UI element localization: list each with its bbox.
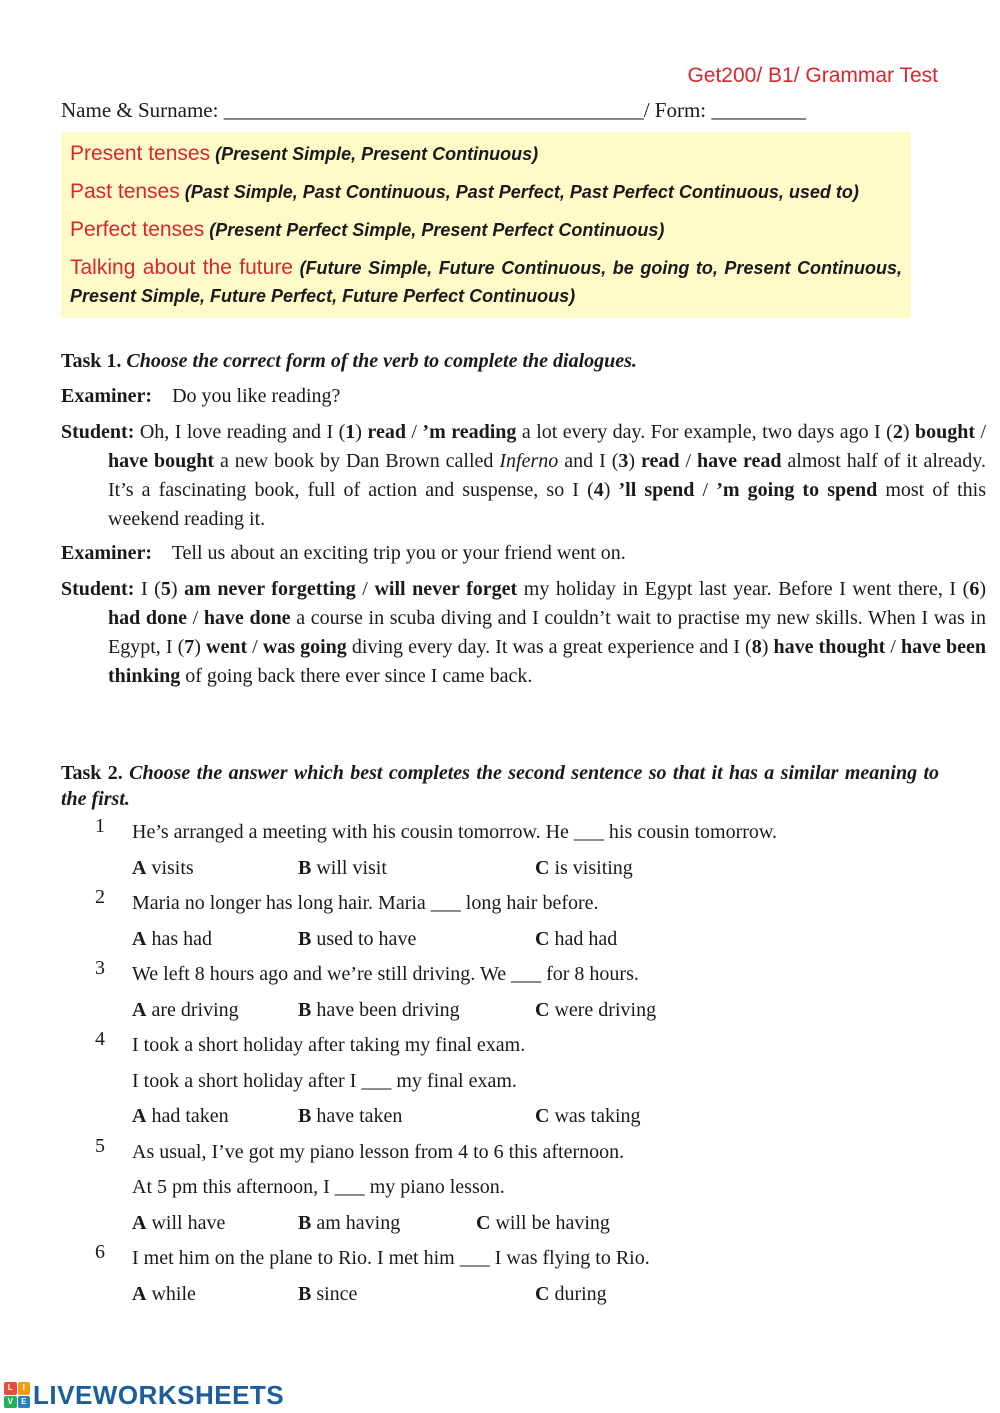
option-separator: /: [405, 421, 423, 443]
student-label: Student:: [61, 421, 135, 443]
question-sentence: I met him on the plane to Rio. I met him ___ I was flying to Rio.: [132, 1247, 650, 1269]
verb-option[interactable]: ’m going to spend: [716, 479, 878, 501]
option-c[interactable]: C is visiting: [535, 856, 633, 879]
answer-text: a new book by Dan Brown called: [214, 450, 500, 472]
task1-label: Task 1.: [61, 350, 122, 372]
answer-text: almost half of it already. It’s a fascinating book, full of action and suspense, so I (: [108, 450, 987, 501]
question-item: [61, 957, 939, 1028]
header-title: Get200/ B1/ Grammar Test: [687, 64, 938, 87]
logo-text: LIVEWORKSHEETS: [33, 1379, 285, 1410]
option-c[interactable]: C were driving: [535, 998, 657, 1021]
examiner-line-2: [61, 539, 939, 568]
gap-number: 5: [160, 578, 171, 600]
answer-text: diving every day. It was a great experience and I (: [346, 636, 752, 658]
question-sentence: I took a short holiday after taking my final exam.: [132, 1034, 526, 1056]
option-b[interactable]: B am having: [298, 1211, 401, 1234]
option-b[interactable]: B have been driving: [298, 998, 460, 1021]
verb-option[interactable]: went: [206, 636, 248, 658]
answer-text: my holiday in Egypt last year. Before I went there, I (: [517, 578, 970, 600]
task2-heading: [61, 760, 939, 812]
option-a[interactable]: A has had: [132, 927, 212, 950]
verb-option[interactable]: have thought: [773, 636, 886, 658]
verb-option[interactable]: was going: [262, 636, 347, 658]
verb-option[interactable]: have bought: [108, 450, 214, 472]
answer-text: Oh, I love reading and I (: [139, 421, 346, 443]
examiner-label: Examiner:: [61, 385, 153, 407]
verb-option[interactable]: had done: [108, 607, 187, 629]
verb-option[interactable]: am never forgetting: [184, 578, 356, 600]
examiner-line-1: [61, 382, 939, 411]
tense-desc: (Past Simple, Past Continuous, Past Perfect, Past Perfect Continuous, used to): [184, 182, 859, 202]
tense-desc: (Present Simple, Present Continuous): [215, 144, 539, 164]
gap-number: 8: [751, 636, 762, 658]
option-a[interactable]: A visits: [132, 856, 194, 879]
answer-options: [61, 1099, 939, 1135]
name-form-line: Name & Surname: ________________________________________/ Form: _________: [61, 98, 806, 122]
examiner-label: Examiner:: [61, 542, 153, 564]
option-a[interactable]: A had taken: [132, 1105, 229, 1127]
task2-instruction: Choose the answer which best completes the second sentence so that it has a similar meaning to the first.: [61, 762, 939, 810]
question-sentence: At 5 pm this afternoon, I ___ my piano lesson.: [132, 1176, 505, 1198]
question-sentence: He’s arranged a meeting with his cousin tomorrow. He ___ his cousin tomorrow.: [132, 821, 778, 843]
verb-option[interactable]: ’ll spend: [618, 479, 695, 501]
task1-instruction: Choose the correct form of the verb to complete the dialogues.: [126, 350, 637, 372]
examiner-question: Tell us about an exciting trip you or your friend went on.: [171, 542, 626, 564]
question-sentence: As usual, I’ve got my piano lesson from 4 to 6 this afternoon.: [132, 1140, 625, 1163]
verb-option[interactable]: bought: [914, 421, 975, 443]
option-a[interactable]: A are driving: [132, 998, 239, 1021]
answer-options: [61, 993, 939, 1029]
gap-number: 6: [969, 578, 980, 600]
logo-icon: [4, 1382, 30, 1408]
logo-letter: I: [18, 1382, 31, 1395]
answer-options: [61, 922, 939, 958]
question-number: 6: [95, 1241, 105, 1263]
answer-text: I (: [140, 578, 161, 600]
option-c[interactable]: C was taking: [535, 1105, 641, 1127]
question-sentence: I took a short holiday after I ___ my final exam.: [132, 1069, 517, 1092]
gap-number: 7: [184, 636, 195, 658]
tense-name: Past tenses: [70, 180, 180, 203]
tense-row-present: [70, 140, 902, 168]
question-item: [61, 1135, 939, 1242]
question-number: 5: [95, 1134, 105, 1157]
question-item: [61, 1028, 939, 1135]
option-b[interactable]: B will visit: [298, 856, 387, 879]
verb-option[interactable]: read: [367, 421, 406, 443]
question-item: [61, 1241, 939, 1312]
verb-option[interactable]: have been thinking: [108, 636, 987, 687]
logo-letter: V: [4, 1396, 17, 1409]
question-item: [61, 815, 939, 886]
verb-option[interactable]: have read: [696, 450, 782, 472]
answer-options: [61, 1206, 939, 1242]
tense-desc: (Future Simple, Future Continuous, be going to, Present Continuous, Present Simple, Future Perfect, Future Perfect Continuous): [70, 258, 902, 306]
student-answer-2: Student: I (5) am never forgetting / will never forget my holiday in Egypt last year. Before I went there, I (6) had done / have done a course in scuba diving and I couldn’t wait to practise my new skills. When I was in Egypt, I (7) went / was going diving every day. It was a great experience and I (8) have thought / have been thinking of going back there ever since I came back.: [61, 578, 987, 687]
question-number: 4: [95, 1028, 105, 1050]
question-number: 3: [95, 957, 105, 979]
question-sentence: We left 8 hours ago and we’re still driving. We ___ for 8 hours.: [132, 963, 639, 985]
question-sentence: Maria no longer has long hair. Maria ___ long hair before.: [132, 892, 599, 914]
tense-row-past: [70, 178, 902, 206]
answer-text: a course in scuba diving and I couldn’t wait to practise my new skills. When I was in Egypt, I (: [108, 607, 986, 658]
answer-options: [61, 1277, 939, 1313]
student-label: Student:: [61, 578, 135, 600]
gap-number: 3: [618, 450, 629, 472]
logo-letter: E: [18, 1396, 31, 1409]
task2-label: Task 2.: [61, 762, 123, 784]
question-item: [61, 886, 939, 957]
tense-summary-box: [61, 132, 911, 318]
tense-row-perfect: [70, 216, 902, 244]
verb-option[interactable]: will never forget: [374, 578, 518, 600]
task1-heading: [61, 350, 637, 373]
option-a[interactable]: A will have: [132, 1211, 226, 1234]
answer-options: [61, 851, 939, 887]
answer-text: of going back there ever since I came back.: [180, 665, 533, 687]
task2-question-list: [61, 815, 939, 1312]
tense-name: Present tenses: [70, 142, 211, 165]
liveworksheets-logo: [4, 1380, 284, 1410]
gap-number: 4: [593, 479, 604, 501]
verb-option[interactable]: read: [640, 450, 680, 472]
tense-name: Talking about the future: [70, 256, 293, 279]
option-c[interactable]: C had had: [535, 927, 618, 950]
answer-text: a lot every day. For example, two days ago I (: [516, 421, 893, 443]
book-title: Inferno: [499, 450, 559, 472]
option-b[interactable]: B have taken: [298, 1105, 403, 1127]
option-a[interactable]: A while: [132, 1282, 196, 1305]
answer-text: most of this weekend reading it.: [108, 479, 987, 530]
gap-number: 1: [345, 421, 356, 443]
option-b[interactable]: B used to have: [298, 927, 417, 950]
answer-text: and I (: [558, 450, 619, 472]
tense-desc: (Present Perfect Simple, Present Perfect Continuous): [209, 220, 665, 240]
examiner-question: Do you like reading?: [172, 385, 341, 407]
option-c[interactable]: C during: [535, 1282, 607, 1305]
tense-name: Perfect tenses: [70, 218, 205, 241]
option-c[interactable]: C will be having: [476, 1211, 610, 1234]
logo-letter: L: [4, 1382, 17, 1395]
verb-option[interactable]: ’m reading: [422, 421, 517, 443]
verb-option[interactable]: have done: [203, 607, 291, 629]
student-answer-1: Student: Oh, I love reading and I (1) read / ’m reading a lot every day. For example, two days ago I (2) bought / have bought a new book by Dan Brown called Inferno and I (3) read / have read almost half of it already. It’s a fascinating book, full of action and suspense, so I (4) ’ll spend / ’m going to spend most of this weekend reading it.: [61, 421, 987, 530]
tense-row-future: [70, 254, 902, 310]
option-b[interactable]: B since: [298, 1282, 358, 1305]
question-number: 1: [95, 815, 105, 837]
question-number: 2: [95, 886, 105, 908]
gap-number: 2: [892, 421, 903, 443]
